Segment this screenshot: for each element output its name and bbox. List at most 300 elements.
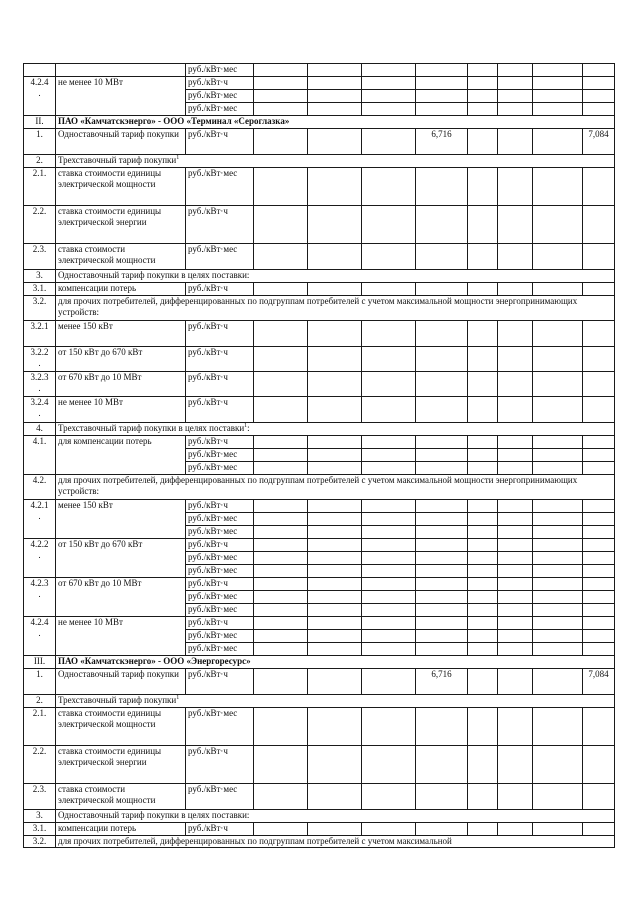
value-cell: [468, 539, 498, 552]
value-cell: [533, 206, 583, 244]
unit-cell: руб./кВт·ч: [186, 397, 254, 423]
value-cell: [498, 372, 533, 397]
value-cell: [254, 604, 308, 617]
value-cell: [468, 372, 498, 397]
table-row: [24, 578, 615, 591]
value-cell: [583, 103, 615, 116]
value-cell: [468, 604, 498, 617]
value-cell: [362, 500, 416, 513]
row-name: ставка стоимости единицы электрической мощности: [56, 168, 186, 206]
table-row: [24, 823, 615, 836]
value-cell: [468, 591, 498, 604]
row-number: 4.2.4 .: [24, 77, 56, 116]
value-cell: [254, 578, 308, 591]
unit-cell: руб./кВт·ч: [186, 321, 254, 347]
value-cell: [308, 283, 362, 296]
row-number: II.: [24, 116, 56, 129]
row-name: компенсации потерь: [56, 823, 186, 836]
value-cell: [416, 513, 468, 526]
value-cell: [254, 746, 308, 784]
row-number: 3.2.4 .: [24, 397, 56, 423]
unit-cell: руб./кВт·ч: [186, 206, 254, 244]
unit-cell: руб./кВт·ч: [186, 347, 254, 372]
value-cell: [498, 397, 533, 423]
value-cell: [533, 526, 583, 539]
table-row: [24, 423, 615, 436]
value-cell: [254, 526, 308, 539]
row-name: ставка стоимости электрической мощности: [56, 784, 186, 810]
value-cell: [308, 591, 362, 604]
unit-cell: руб./кВт·мес: [186, 604, 254, 617]
value-cell: [533, 321, 583, 347]
table-row: [24, 784, 615, 810]
unit-cell: руб./кВт·ч: [186, 372, 254, 397]
unit-cell: руб./кВт·мес: [186, 565, 254, 578]
unit-cell: руб./кВт·ч: [186, 669, 254, 695]
value-cell: [498, 77, 533, 90]
table-row: [24, 746, 615, 784]
value-cell: [308, 823, 362, 836]
unit-cell: руб./кВт·мес: [186, 244, 254, 270]
table-row: [24, 206, 615, 244]
tariff-table: [23, 63, 615, 848]
value-cell: [254, 462, 308, 475]
unit-cell: руб./кВт·мес: [186, 462, 254, 475]
value-cell: [583, 462, 615, 475]
row-name: для компенсации потерь: [56, 436, 186, 475]
value-cell: [416, 565, 468, 578]
unit-cell: руб./кВт·ч: [186, 539, 254, 552]
value-cell: [362, 283, 416, 296]
value-cell: [498, 206, 533, 244]
section-heading: [56, 423, 615, 436]
table-row: [24, 617, 615, 630]
table-row: [24, 283, 615, 296]
row-number: 2.1.: [24, 708, 56, 746]
row-number: 3.1.: [24, 823, 56, 836]
value-cell: [362, 630, 416, 643]
row-name: ставка стоимости единицы электрической энергии: [56, 746, 186, 784]
value-cell: [362, 591, 416, 604]
value-cell: [308, 206, 362, 244]
value-cell: [583, 244, 615, 270]
section-heading: [56, 155, 615, 168]
value-cell: [468, 669, 498, 695]
value-cell: [416, 168, 468, 206]
value-cell: [362, 64, 416, 77]
value-cell: [583, 578, 615, 591]
value-cell: [362, 206, 416, 244]
value-cell: [308, 347, 362, 372]
section-heading: [56, 116, 615, 129]
table-row: [24, 372, 615, 397]
value-cell: [583, 617, 615, 630]
value-cell: [468, 552, 498, 565]
value-cell: [308, 462, 362, 475]
value-cell: [533, 630, 583, 643]
value-cell: [583, 168, 615, 206]
unit-cell: руб./кВт·мес: [186, 64, 254, 77]
value-cell: [416, 77, 468, 90]
value-cell: [468, 168, 498, 206]
value-cell: [362, 784, 416, 810]
value-cell: [254, 347, 308, 372]
value-cell: [583, 500, 615, 513]
value-cell: [254, 552, 308, 565]
value-cell: [254, 539, 308, 552]
row-number: 3.2.: [24, 296, 56, 321]
value-cell: [308, 372, 362, 397]
row-number: III.: [24, 656, 56, 669]
value-cell: [468, 206, 498, 244]
value-cell: [362, 372, 416, 397]
value-cell: [416, 283, 468, 296]
value-cell: [533, 617, 583, 630]
section-heading-text: ПАО «Камчатскэнерго» - ООО «Энергоресурс»: [58, 656, 251, 666]
value-cell: [583, 64, 615, 77]
value-cell: [533, 578, 583, 591]
value-cell: [308, 784, 362, 810]
value-cell: [308, 64, 362, 77]
value-cell: [498, 539, 533, 552]
value-cell: [362, 321, 416, 347]
value-cell: [498, 347, 533, 372]
value-cell: [583, 90, 615, 103]
value-cell: [533, 90, 583, 103]
value-cell: [362, 77, 416, 90]
value-cell: [362, 462, 416, 475]
value-cell: [362, 643, 416, 656]
value-cell: [498, 64, 533, 77]
value-cell: [254, 77, 308, 90]
value-cell: [468, 630, 498, 643]
value-cell: [498, 321, 533, 347]
value-cell: [254, 103, 308, 116]
table-row: [24, 116, 615, 129]
table-row: [24, 347, 615, 372]
value-cell: [362, 617, 416, 630]
value-cell: 7,084: [583, 129, 615, 155]
value-cell: [533, 539, 583, 552]
row-name: ставка стоимости электрической мощности: [56, 244, 186, 270]
section-heading-text: для прочих потребителей, дифференцированных по подгруппам потребителей с учетом максимальной мощности энергопринимающих устройств:: [58, 296, 578, 317]
value-cell: [308, 617, 362, 630]
value-cell: [468, 77, 498, 90]
value-cell: [533, 591, 583, 604]
value-cell: [254, 64, 308, 77]
value-cell: [416, 462, 468, 475]
unit-cell: руб./кВт·ч: [186, 617, 254, 630]
table-row: [24, 436, 615, 449]
table-row: [24, 397, 615, 423]
value-cell: [308, 552, 362, 565]
value-cell: [583, 347, 615, 372]
value-cell: [533, 500, 583, 513]
value-cell: [498, 708, 533, 746]
value-cell: [362, 708, 416, 746]
value-cell: [416, 436, 468, 449]
value-cell: [533, 64, 583, 77]
row-name: не менее 10 МВт: [56, 77, 186, 116]
value-cell: [254, 449, 308, 462]
value-cell: [362, 539, 416, 552]
unit-cell: руб./кВт·мес: [186, 168, 254, 206]
row-number: [24, 64, 56, 77]
unit-cell: руб./кВт·мес: [186, 103, 254, 116]
value-cell: [498, 746, 533, 784]
row-name: от 670 кВт до 10 МВт: [56, 372, 186, 397]
table-row: [24, 168, 615, 206]
row-name: не менее 10 МВт: [56, 397, 186, 423]
row-number: 2.: [24, 155, 56, 168]
value-cell: [416, 746, 468, 784]
row-name: компенсации потерь: [56, 283, 186, 296]
row-number: 3.2.1: [24, 321, 56, 347]
section-heading-text: ПАО «Камчатскэнерго» - ООО «Терминал «Сероглазка»: [58, 116, 290, 126]
value-cell: [254, 244, 308, 270]
value-cell: [583, 565, 615, 578]
value-cell: [533, 552, 583, 565]
value-cell: [583, 539, 615, 552]
value-cell: [468, 397, 498, 423]
value-cell: [583, 630, 615, 643]
value-cell: [416, 643, 468, 656]
value-cell: [583, 449, 615, 462]
value-cell: [416, 784, 468, 810]
section-heading-text: Трехставочный тариф покупки: [58, 695, 177, 705]
value-cell: [583, 372, 615, 397]
table-row: [24, 244, 615, 270]
value-cell: [468, 617, 498, 630]
value-cell: [308, 578, 362, 591]
row-number: 4.2.1 .: [24, 500, 56, 539]
unit-cell: руб./кВт·ч: [186, 436, 254, 449]
value-cell: [416, 604, 468, 617]
value-cell: [308, 244, 362, 270]
value-cell: [416, 206, 468, 244]
value-cell: [498, 436, 533, 449]
value-cell: [308, 539, 362, 552]
value-cell: [583, 746, 615, 784]
value-cell: [468, 643, 498, 656]
value-cell: [533, 449, 583, 462]
value-cell: [583, 604, 615, 617]
unit-cell: руб./кВт·ч: [186, 746, 254, 784]
value-cell: [308, 449, 362, 462]
value-cell: [308, 513, 362, 526]
value-cell: [362, 669, 416, 695]
section-heading-text: Трехставочный тариф покупки: [58, 155, 177, 165]
value-cell: [416, 244, 468, 270]
value-cell: [498, 90, 533, 103]
value-cell: [533, 462, 583, 475]
section-heading: [56, 695, 615, 708]
value-cell: [254, 591, 308, 604]
table-row: [24, 64, 615, 77]
row-number: 2.3.: [24, 784, 56, 810]
value-cell: [362, 103, 416, 116]
value-cell: [416, 347, 468, 372]
value-cell: [468, 436, 498, 449]
value-cell: [498, 669, 533, 695]
row-number: 1.: [24, 669, 56, 695]
value-cell: [533, 103, 583, 116]
value-cell: [498, 449, 533, 462]
value-cell: [254, 283, 308, 296]
row-name: менее 150 кВт: [56, 500, 186, 539]
value-cell: [498, 244, 533, 270]
value-cell: [498, 103, 533, 116]
table-row: [24, 155, 615, 168]
value-cell: [362, 397, 416, 423]
row-number: 2.1.: [24, 168, 56, 206]
section-heading-text: для прочих потребителей, дифференцированных по подгруппам потребителей с учетом максимальной мощности энергопринимающих устройств:: [58, 475, 578, 496]
value-cell: [533, 244, 583, 270]
row-name: Одноставочный тариф покупки: [56, 129, 186, 155]
value-cell: [583, 784, 615, 810]
value-cell: [362, 244, 416, 270]
value-cell: [498, 500, 533, 513]
tariff-document: [23, 63, 615, 848]
value-cell: [468, 526, 498, 539]
value-cell: [583, 321, 615, 347]
table-row: [24, 656, 615, 669]
value-cell: [498, 462, 533, 475]
value-cell: [498, 617, 533, 630]
value-cell: [468, 449, 498, 462]
value-cell: [468, 347, 498, 372]
value-cell: [416, 103, 468, 116]
value-cell: [254, 90, 308, 103]
value-cell: [308, 321, 362, 347]
value-cell: [254, 372, 308, 397]
value-cell: [362, 129, 416, 155]
value-cell: [254, 168, 308, 206]
table-row: [24, 475, 615, 500]
value-cell: [362, 823, 416, 836]
table-row: [24, 77, 615, 90]
row-number: 3.2.2 .: [24, 347, 56, 372]
row-number: 4.: [24, 423, 56, 436]
value-cell: [533, 436, 583, 449]
value-cell: [468, 746, 498, 784]
value-cell: [468, 103, 498, 116]
value-cell: [533, 513, 583, 526]
value-cell: [498, 552, 533, 565]
value-cell: [308, 643, 362, 656]
value-cell: [583, 283, 615, 296]
value-cell: [498, 591, 533, 604]
row-number: 3.2.: [24, 836, 56, 848]
value-cell: [416, 526, 468, 539]
unit-cell: руб./кВт·ч: [186, 129, 254, 155]
value-cell: [416, 578, 468, 591]
value-cell: [498, 578, 533, 591]
value-cell: [416, 539, 468, 552]
value-cell: [308, 630, 362, 643]
section-heading-text: Трехставочный тариф покупки в целях поставки: [58, 423, 245, 433]
value-cell: [583, 643, 615, 656]
value-cell: [254, 565, 308, 578]
section-heading-text: для прочих потребителей, дифференцированных по подгруппам потребителей с учетом максимальной: [58, 836, 452, 846]
value-cell: [362, 513, 416, 526]
value-cell: [533, 77, 583, 90]
value-cell: [468, 500, 498, 513]
value-cell: [583, 552, 615, 565]
value-cell: [583, 206, 615, 244]
row-number: 4.2.2 .: [24, 539, 56, 578]
value-cell: [416, 397, 468, 423]
value-cell: [416, 64, 468, 77]
value-cell: [416, 617, 468, 630]
value-cell: [254, 436, 308, 449]
value-cell: [468, 129, 498, 155]
row-number: 3.1.: [24, 283, 56, 296]
row-name: ставка стоимости единицы электрической энергии: [56, 206, 186, 244]
value-cell: [583, 526, 615, 539]
value-cell: [533, 372, 583, 397]
row-number: 4.2.3 .: [24, 578, 56, 617]
value-cell: [362, 746, 416, 784]
value-cell: [468, 321, 498, 347]
unit-cell: руб./кВт·мес: [186, 784, 254, 810]
value-cell: [308, 708, 362, 746]
table-row: [24, 836, 615, 848]
unit-cell: руб./кВт·мес: [186, 513, 254, 526]
value-cell: [468, 244, 498, 270]
row-number: 2.2.: [24, 206, 56, 244]
value-cell: [308, 526, 362, 539]
value-cell: [362, 347, 416, 372]
value-cell: [308, 168, 362, 206]
value-cell: [468, 513, 498, 526]
value-cell: [416, 449, 468, 462]
value-cell: [308, 565, 362, 578]
value-cell: [498, 283, 533, 296]
value-cell: [498, 604, 533, 617]
value-cell: [308, 746, 362, 784]
row-number: 2.: [24, 695, 56, 708]
value-cell: [498, 784, 533, 810]
value-cell: [498, 643, 533, 656]
unit-cell: руб./кВт·ч: [186, 77, 254, 90]
value-cell: [468, 578, 498, 591]
value-cell: [498, 526, 533, 539]
footnote-marker: 1: [244, 423, 248, 429]
value-cell: [362, 436, 416, 449]
value-cell: [468, 90, 498, 103]
value-cell: [362, 578, 416, 591]
section-heading: [56, 810, 615, 823]
table-row: [24, 695, 615, 708]
value-cell: [308, 500, 362, 513]
value-cell: [583, 823, 615, 836]
value-cell: [468, 462, 498, 475]
value-cell: [533, 347, 583, 372]
value-cell: [254, 643, 308, 656]
value-cell: [254, 630, 308, 643]
section-heading: [56, 836, 615, 848]
row-number: 2.2.: [24, 746, 56, 784]
value-cell: [362, 526, 416, 539]
table-row: [24, 708, 615, 746]
value-cell: [533, 397, 583, 423]
section-heading-text: Одноставочный тариф покупки в целях поставки:: [58, 270, 250, 280]
value-cell: [254, 321, 308, 347]
value-cell: [583, 77, 615, 90]
value-cell: [533, 565, 583, 578]
value-cell: [583, 397, 615, 423]
